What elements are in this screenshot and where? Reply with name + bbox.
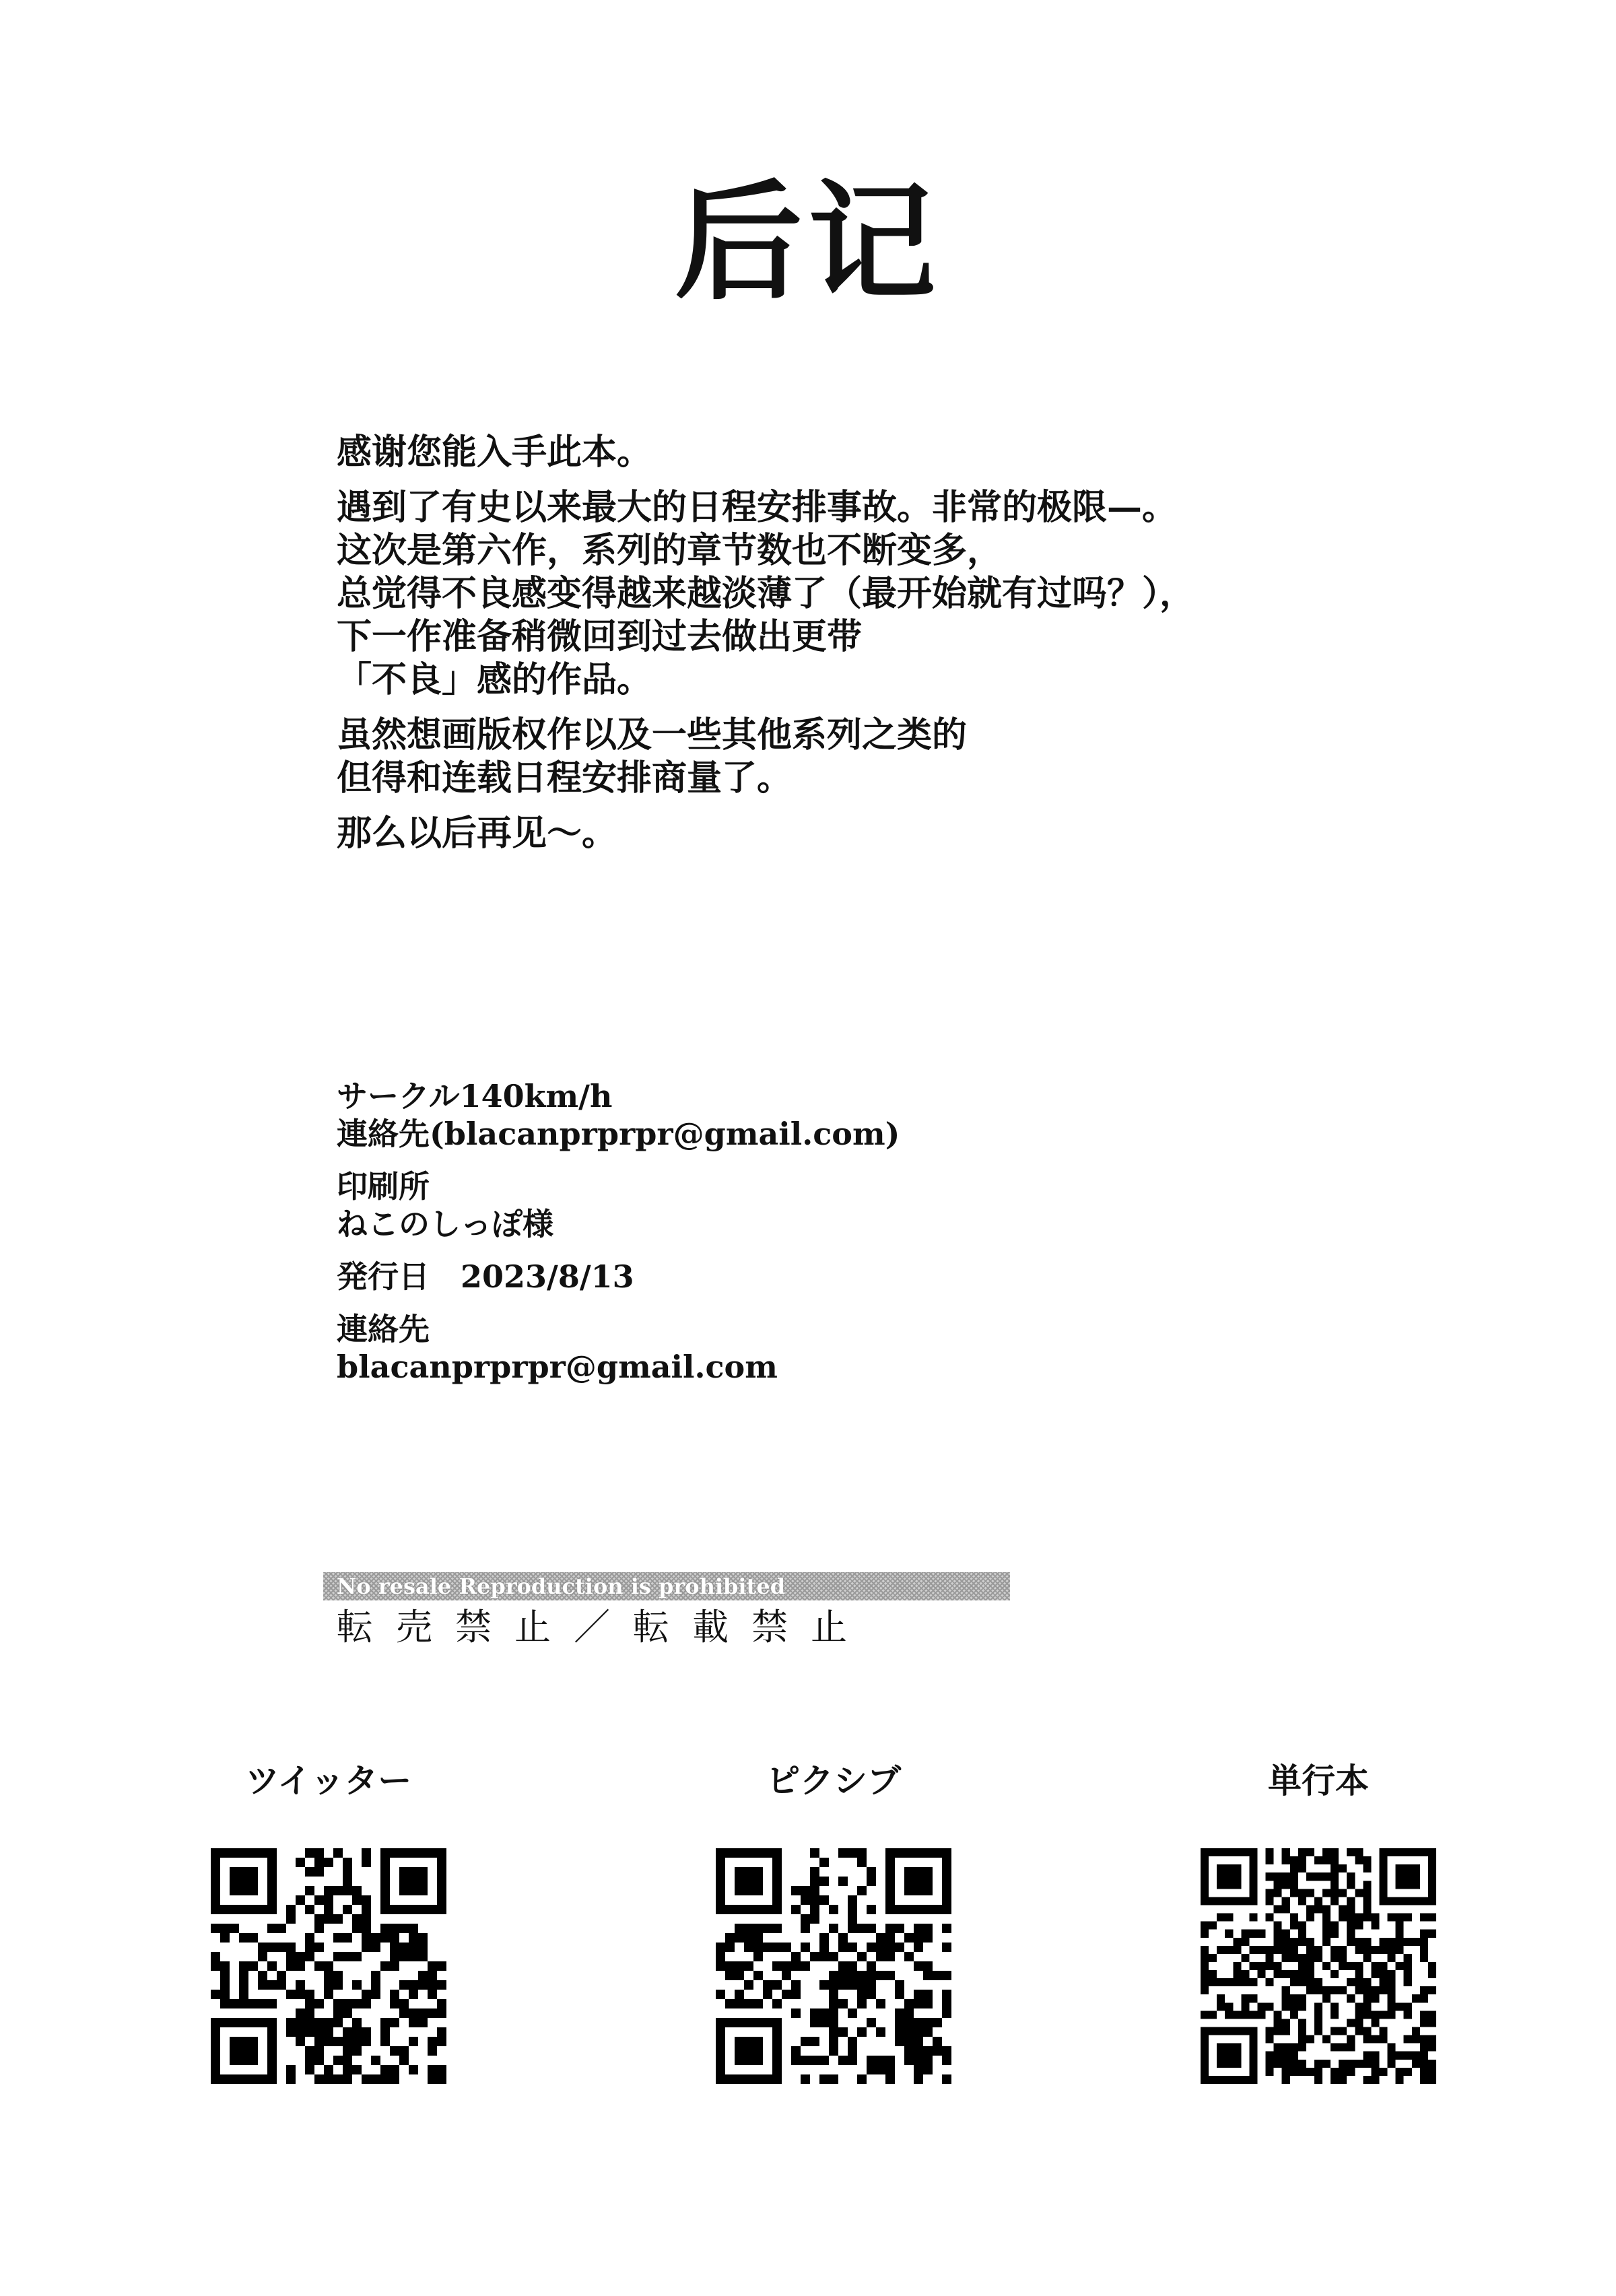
notice-banner <box>323 1572 1010 1600</box>
afterword-paragraph <box>337 812 1515 855</box>
afterword-line: 这次是第六作，系列的章节数也不断变多， <box>337 530 1003 571</box>
qr-label: 単行本 <box>1268 1761 1369 1800</box>
circle-contact: 連絡先(blacanprprpr@gmail.com) <box>337 1116 900 1152</box>
qr-label: ツイッター <box>245 1761 412 1800</box>
qr-code-icon <box>1201 1848 1436 2084</box>
contact-block <box>337 1310 1347 1386</box>
afterword-line: 但得和连载日程安排商量了。 <box>337 757 793 799</box>
qr-code-icon <box>716 1848 951 2084</box>
publish-date-value: 2023/8/13 <box>461 1258 634 1295</box>
notice-english: No resale Reproduction is prohibited <box>337 1574 786 1599</box>
qr-label: ピクシブ <box>766 1761 901 1800</box>
afterword-body <box>337 431 1515 867</box>
contact-email: blacanprprpr@gmail.com <box>337 1349 778 1385</box>
circle-block <box>337 1077 1347 1153</box>
circle-name: サークル140km/h <box>337 1078 613 1114</box>
colophon <box>337 1077 1347 1400</box>
publish-date-block <box>337 1258 1347 1295</box>
page-title: 后记 <box>674 167 941 317</box>
afterword-line: 遇到了有史以来最大的日程安排事故。非常的极限—。 <box>337 487 1178 528</box>
printer-block <box>337 1168 1347 1243</box>
afterword-line: 总觉得不良感变得越来越淡薄了（最开始就有过吗？）， <box>337 573 1195 614</box>
contact-label: 連絡先 <box>337 1311 430 1347</box>
afterword-line: 虽然想画版权作以及一些其他系列之类的 <box>337 714 968 755</box>
afterword-line: 下一作准备稍微回到过去做出更带 <box>337 616 863 657</box>
publish-date-label: 発行日 <box>337 1258 430 1295</box>
afterword-line: 「不良」感的作品。 <box>337 659 652 700</box>
resale-notice <box>323 1572 1010 1649</box>
afterword-paragraph <box>337 714 1515 800</box>
qr-code-icon <box>211 1848 446 2084</box>
notice-japanese: 転売禁止／転載禁止 <box>337 1606 870 1648</box>
afterword-paragraph <box>337 431 1515 474</box>
afterword-paragraph <box>337 486 1515 702</box>
printer-name: ねこのしっぽ様 <box>337 1206 553 1242</box>
qr-twitter <box>174 1761 483 2084</box>
afterword-line: 那么以后再见～。 <box>337 813 617 854</box>
qr-tankoubon <box>1164 1761 1473 2084</box>
qr-pixiv <box>679 1761 988 2084</box>
printer-label: 印刷所 <box>337 1168 430 1205</box>
afterword-line: 感谢您能入手此本。 <box>337 432 652 473</box>
